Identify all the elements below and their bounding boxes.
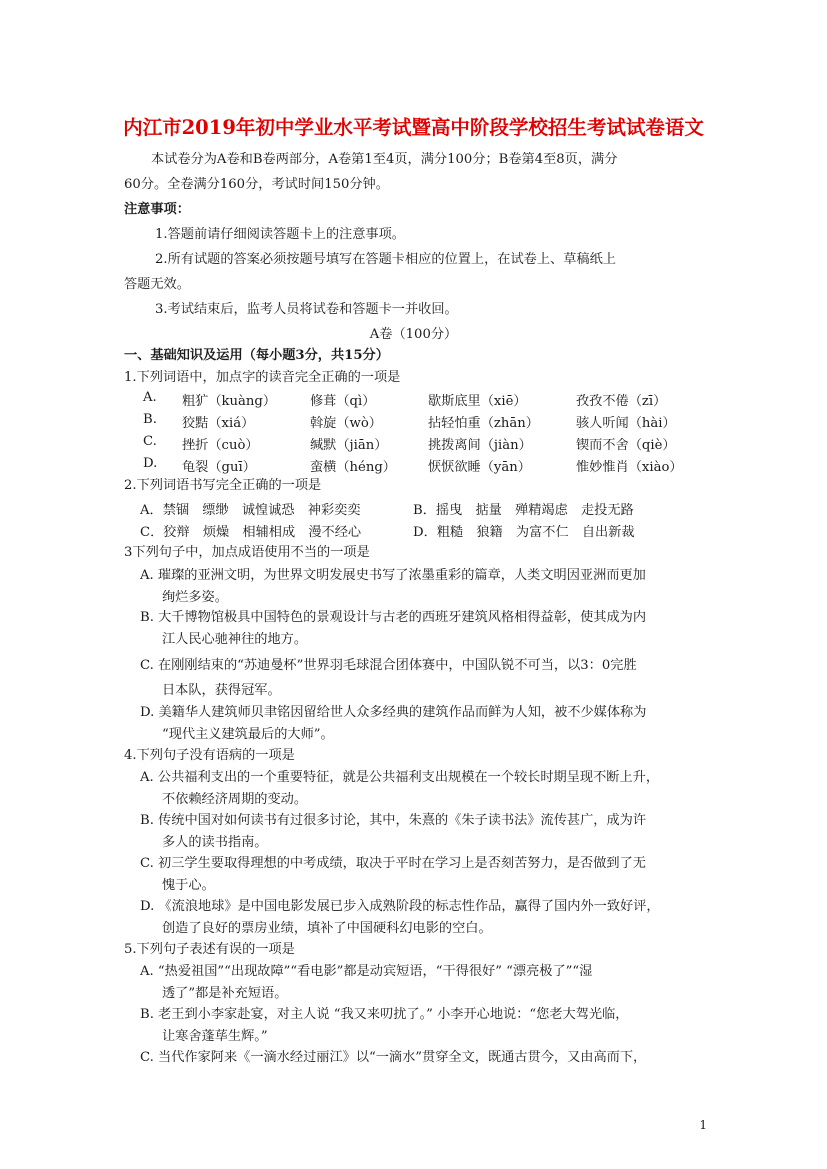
exam-title: 内江市2019年初中学业水平考试暨高中阶段学校招生考试试卷语文 <box>123 116 704 139</box>
q4-option-b-cont: 多人的读书指南。 <box>162 835 268 850</box>
notice-item-2b: 答题无效。 <box>124 277 190 292</box>
intro-line-2: 60分。全卷满分160分，考试时间150分钟。 <box>124 177 389 192</box>
q3-option-d: D. 美籍华人建筑师贝聿铭因留给世人众多经典的建筑作品而鲜为人知，被不少媒体称为 <box>140 705 647 720</box>
q4-option-d-cont: 创造了良好的票房业绩，填补了中国硬科幻电影的空白。 <box>162 921 492 936</box>
q1-option-word: 狡黠（xiá） <box>182 416 255 431</box>
notice-item-2a: 2.所有试题的答案必须按题号填写在答题卡相应的位置上，在试卷上、草稿纸上 <box>155 252 616 267</box>
page-number: 1 <box>699 1118 707 1132</box>
q1-option-word: 挑拨离间（jiàn） <box>428 438 532 453</box>
intro-line-1: 本试卷分为A卷和B卷两部分，A卷第1至4页，满分100分；B卷第4至8页，满分 <box>151 152 618 167</box>
q2-option-c: C．狡辩 烦燥 相辅相成 漫不经心 <box>140 525 362 540</box>
q5-option-b: B. 老王到小李家赴宴，对主人说 “我又来叨扰了。” 小李开心地说：“您老大驾光临， <box>140 1007 629 1022</box>
q3-option-c-cont: 日本队，获得冠军。 <box>162 683 281 698</box>
q1-option-word: 蛮横（héng） <box>310 460 396 475</box>
q1-option-word: 龟裂（guī） <box>182 460 256 475</box>
q4-option-c: C. 初三学生要取得理想的中考成绩，取决于平时在学习上是否刻苦努力，是否做到了无 <box>140 856 646 871</box>
q3-option-b-cont: 江人民心驰神往的地方。 <box>162 632 308 647</box>
q3-option-a: A. 璀璨的亚洲文明，为世界文明发展史书写了浓墨重彩的篇章，人类文明因亚洲而更加 <box>140 568 646 583</box>
q5-option-a-cont: 透了”都是补充短语。 <box>162 986 288 1001</box>
q1-option-word: 缄默（jiān） <box>310 438 388 453</box>
q1-option-word: 恹恹欲睡（yān） <box>428 460 531 475</box>
q5-stem: 5.下列句子表述有误的一项是 <box>124 942 295 957</box>
q3-stem: 3下列句子中，加点成语使用不当的一项是 <box>124 545 370 560</box>
q3-option-a-cont: 绚烂多姿。 <box>162 590 228 605</box>
q3-option-b: B. 大千博物馆极具中国特色的景观设计与古老的西班牙建筑风格相得益彰，使其成为内 <box>140 610 647 625</box>
q1-option-label: D. <box>143 456 158 471</box>
q1-stem: 1.下列词语中，加点字的读音完全正确的一项是 <box>124 370 401 385</box>
notice-heading: 注意事项： <box>124 202 190 217</box>
notice-item-3: 3.考试结束后，监考人员将试卷和答题卡一并收回。 <box>155 302 458 317</box>
q5-option-b-cont: 让寒舍蓬荜生辉。” <box>162 1029 268 1044</box>
q4-option-c-cont: 愧于心。 <box>162 878 215 893</box>
q1-option-word: 挫折（cuò） <box>182 438 259 453</box>
q5-option-c: C. 当代作家阿来《一滴水经过丽江》以“一滴水”贯穿全文，既通古贯今，又由高而下， <box>140 1050 647 1065</box>
q1-option-word: 骇人听闻（hài） <box>576 416 676 431</box>
q1-option-word: 歇斯底里（xiē） <box>428 394 527 409</box>
q2-option-b: B．摇曳 掂量 殚精竭虑 走投无路 <box>413 503 634 518</box>
q1-option-word: 孜孜不倦（zī） <box>576 394 667 409</box>
q2-option-d: D．粗糙 狼籍 为富不仁 自出新裁 <box>413 525 635 540</box>
q3-option-c: C. 在刚刚结束的“苏迪曼杯”世界羽毛球混合团体赛中，中国队锐不可当，以3：0完胜 <box>140 658 637 673</box>
q1-option-label: C. <box>143 434 157 449</box>
q2-stem: 2.下列词语书写完全正确的一项是 <box>124 478 322 493</box>
q4-option-d: D. 《流浪地球》是中国电影发展已步入成熟阶段的标志性作品，赢得了国内外一致好评， <box>140 899 660 914</box>
q4-option-a: A. 公共福利支出的一个重要特征，就是公共福利支出规模在一个较长时期呈现不断上升， <box>140 770 660 785</box>
q1-option-word: 拈轻怕重（zhān） <box>428 416 539 431</box>
q1-option-word: 惟妙惟肖（xiào） <box>576 460 683 475</box>
q5-option-a: A. “热爱祖国”“出现故障”“看电影”都是动宾短语，“干得很好” “漂亮极了”“湿 <box>140 964 593 979</box>
q1-option-label: B. <box>143 412 157 427</box>
q2-option-a: A．禁锢 缥缈 诚惶诚恐 神彩奕奕 <box>140 503 361 518</box>
notice-item-1: 1.答题前请仔细阅读答题卡上的注意事项。 <box>155 227 405 242</box>
q4-option-a-cont: 不依赖经济周期的变动。 <box>162 792 308 807</box>
q4-stem: 4.下列句子没有语病的一项是 <box>124 748 295 763</box>
q1-option-word: 粗犷（kuàng） <box>182 394 277 409</box>
q1-option-word: 锲而不舍（qiè） <box>576 438 676 453</box>
q3-option-d-cont: “现代主义建筑最后的大师”。 <box>162 727 334 742</box>
q4-option-b: B. 传统中国对如何读书有过很多讨论，其中，朱熹的《朱子读书法》流传甚广，成为许 <box>140 813 647 828</box>
q1-option-label: A. <box>143 390 157 405</box>
section-1-heading: 一、基础知识及运用（每小题3分，共15分） <box>124 348 389 363</box>
q1-option-word: 修葺（qì） <box>310 394 376 409</box>
q1-option-word: 斡旋（wò） <box>310 416 382 431</box>
volume-a-heading: A卷（100分） <box>369 327 458 342</box>
